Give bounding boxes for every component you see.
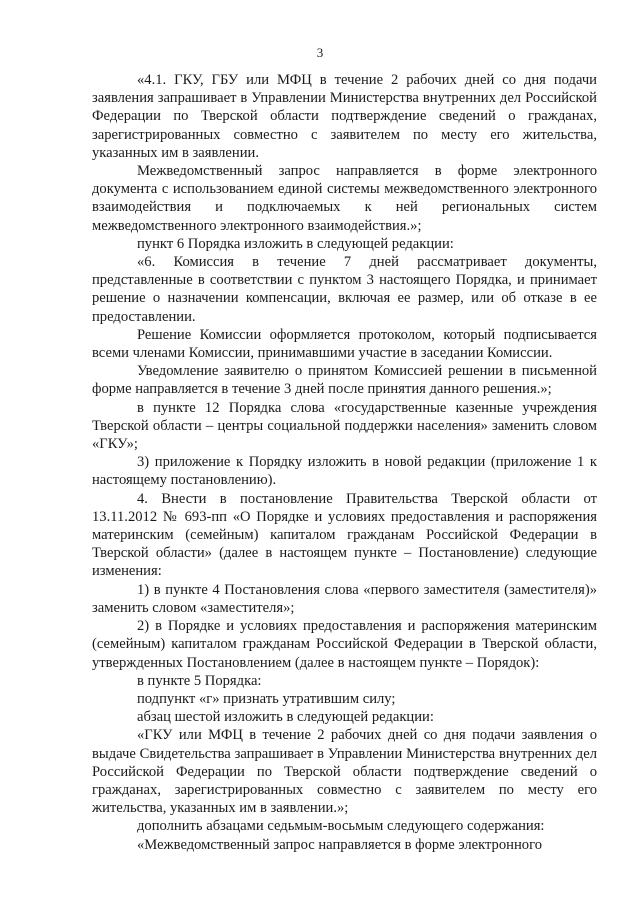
paragraph: Уведомление заявителю о принятом Комиссией решении в письменной форме направляется в течение 3 дней после принятия данного решения.»; xyxy=(92,363,597,398)
paragraph: подпункт «г» признать утратившим силу; xyxy=(137,690,396,707)
paragraph: дополнить абзацами седьмым-восьмым следующего содержания: xyxy=(137,818,545,835)
paragraph: «ГКУ или МФЦ в течение 2 рабочих дней со дня подачи заявления о выдаче Свидетельства запрашивает в Управлении Министерства внутренних дел Российской Федерации по Тверской области подтверждение сведений о гражданах, зарегистрированных совместно с заявителем по месту его жительства, указанных им в заявлении.»; xyxy=(92,727,597,817)
paragraph: 4. Внести в постановление Правительства Тверской области от 13.11.2012 № 693-пп «О Порядке и условиях предоставления и распоряжения материнским (семейным) капиталом гражданам Российской Федерации в Тверской области» (далее в настоящем пункте – Постановление) следующие изменения: xyxy=(92,490,597,580)
paragraph: 2) в Порядке и условиях предоставления и распоряжения материнским (семейным) капиталом гражданам Российской Федерации в Тверской области, утвержденных Постановлением (далее в настоящем пункте – Порядок): xyxy=(92,618,597,671)
paragraph: «6. Комиссия в течение 7 дней рассматривает документы, представленные в соответствии с пунктом 3 настоящего Порядка, и принимает решение о назначении компенсации, включая ее размер, или об отказе в ее предоставлении. xyxy=(92,254,597,325)
paragraph: 3) приложение к Порядку изложить в новой редакции (приложение 1 к настоящему постановлению). xyxy=(92,454,597,489)
document-body xyxy=(92,71,597,854)
paragraph: Межведомственный запрос направляется в форме электронного документа с использованием единой системы межведомственного электронного взаимодействия и подключаемых к ней региональных систем межведомственного электронного взаимодействия.»; xyxy=(92,163,597,234)
paragraph: «Межведомственный запрос направляется в форме электронного xyxy=(137,836,542,853)
paragraph: Решение Комиссии оформляется протоколом, который подписывается всеми членами Комиссии, принимавшими участие в заседании Комиссии. xyxy=(92,326,597,362)
paragraph: в пункте 5 Порядка: xyxy=(137,672,262,689)
paragraph: пункт 6 Порядка изложить в следующей редакции: xyxy=(137,235,454,252)
paragraph: в пункте 12 Порядка слова «государственные казенные учреждения Тверской области – центры социальной поддержки населения» заменить словом «ГКУ»; xyxy=(92,399,597,453)
paragraph: 1) в пункте 4 Постановления слова «первого заместителя (заместителя)» заменить словом «заместителя»; xyxy=(92,581,597,616)
paragraph: абзац шестой изложить в следующей редакции: xyxy=(137,709,434,726)
paragraph: «4.1. ГКУ, ГБУ или МФЦ в течение 2 рабочих дней со дня подачи заявления запрашивает в Управлении Министерства внутренних дел Российской Федерации по Тверской области подтверждение сведений о гражданах, зарегистрированных совместно с заявителем по месту его жительства, указанных им в заявлении. xyxy=(92,72,597,161)
page-number: 3 xyxy=(316,45,324,60)
